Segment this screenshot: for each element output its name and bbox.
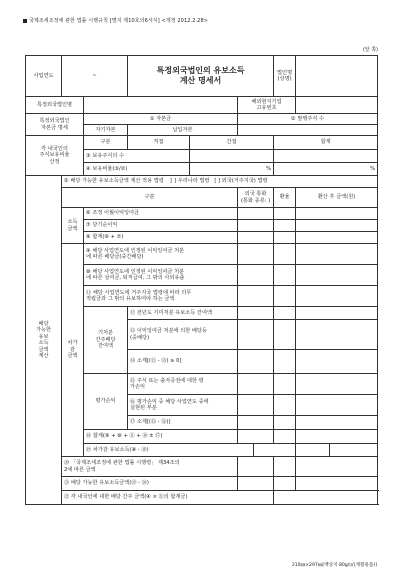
item-22-field[interactable] — [274, 491, 378, 505]
item-20-line2: 2에 따른 금액 — [64, 466, 96, 473]
item-12-label: ⑫ 전년도 기미처분 유보소득 잔여액 — [128, 307, 238, 320]
item-7-krw[interactable] — [296, 220, 378, 232]
item-19-foreign[interactable] — [254, 444, 296, 457]
item-14-krw[interactable] — [296, 350, 378, 374]
item-20-krw[interactable] — [296, 457, 378, 477]
item-17-krw[interactable] — [296, 416, 378, 430]
item-15-krw[interactable] — [296, 374, 378, 395]
item-12-krw[interactable] — [296, 307, 378, 320]
item-12-rate[interactable] — [274, 307, 296, 320]
shares-held-total-field[interactable] — [274, 150, 378, 163]
item-9-line2: 에 따른 배당금(중간배당) — [86, 254, 144, 260]
item-16-rate[interactable] — [274, 395, 296, 416]
issued-shares-label: ② 발행주식 수 — [238, 114, 378, 125]
item-8-krw[interactable] — [296, 232, 378, 244]
holding-ratio-indirect-pct[interactable]: % — [190, 163, 274, 176]
law-reference-header — [23, 17, 208, 24]
own-capital-label: 자기자본 — [84, 125, 128, 136]
item-20-rate[interactable] — [274, 457, 296, 477]
item-7-foreign[interactable] — [238, 220, 274, 232]
ownership-col-total: 합계 — [274, 136, 378, 150]
shares-held-label: ③ 보유주식의 수 — [84, 150, 190, 163]
item-18-rate[interactable] — [274, 430, 296, 444]
item-15-line1: ⑮ 주식 또는 출자증권에 대한 평 — [130, 377, 204, 384]
law-reference-text: 국제조세조정에 관한 법률 시행규칙 [별지 제10호의6서식] <개정 2012.2.28> — [29, 18, 209, 24]
item-6-foreign[interactable] — [238, 208, 274, 220]
capital-item-label: ① 자본금 — [84, 114, 238, 125]
item-17-rate[interactable] — [274, 416, 296, 430]
overseas-corp-id-label-line2: 고유번호 — [256, 105, 277, 111]
capital-label-line2: 자본금 명세 — [41, 124, 68, 131]
item-19-krw[interactable] — [330, 444, 378, 457]
calc-col-exchange-rate: 환율 — [274, 188, 296, 208]
item-10-label — [84, 265, 238, 286]
item-11-krw[interactable] — [296, 286, 378, 307]
ownership-ratio-label — [26, 136, 84, 176]
item-22-label: ㉒ 각 내국인에 대한 배당 간주 금액(④ × ㉑의 합계금) — [62, 491, 274, 505]
item-16-krw[interactable] — [296, 395, 378, 416]
foreign-currency-line1: 외국 통화 — [244, 191, 267, 197]
side-label-line: 소득 — [38, 340, 49, 346]
side-label-line: 배당 — [38, 320, 49, 327]
item-13-rate[interactable] — [274, 320, 296, 350]
item-14-foreign[interactable] — [238, 350, 274, 374]
item-8-rate[interactable] — [274, 232, 296, 244]
holding-ratio-label: ④ 보유비율(③/②) — [84, 163, 190, 176]
corp-name-label-line2: (상명) — [277, 76, 292, 82]
item-20-label — [62, 457, 238, 477]
side-label-line: 계산 — [38, 353, 49, 359]
item-15-foreign[interactable] — [238, 374, 274, 395]
item-8-label: ⑧ 합계(⑥ + ⑦) — [84, 232, 238, 244]
prior-group-line: 간주배당 — [95, 336, 116, 343]
item-9-rate[interactable] — [274, 244, 296, 265]
distributable-income-side-label — [26, 176, 62, 505]
item-15-label — [128, 374, 238, 395]
calc-col-foreign-currency — [238, 188, 274, 208]
applicable-law-row — [62, 176, 378, 188]
item-6-krw[interactable] — [296, 208, 378, 220]
item-9-krw[interactable] — [296, 244, 378, 265]
item-10-line2: 에 따른 상여금, 퇴직급여, 그 밖의 사외유출 — [86, 275, 185, 281]
form-title-line1: 특정외국법인의 유보소득 — [156, 66, 245, 75]
corp-name-field[interactable] — [296, 56, 378, 97]
ownership-label-line2: 주식보유비율 — [39, 152, 70, 159]
income-group-line: 소득 — [67, 219, 78, 225]
item-16-line1: ⑯ 평가손익 중 해당 사업연도 중에 — [130, 398, 209, 405]
item-10-foreign[interactable] — [238, 265, 274, 286]
retained-earnings-form-table — [25, 55, 378, 505]
korean-law-checkbox[interactable]: [ ] 우리나라 법령 — [170, 178, 210, 185]
item-9-label — [84, 244, 238, 265]
item-7-label: ⑦ 당기순이익 — [84, 220, 238, 232]
overseas-corp-id-label — [238, 97, 296, 114]
item-9-line1: ⑨ 해당 사업연도에 인정된 이익잉여금 처분 — [86, 247, 185, 254]
item-21-rate[interactable] — [274, 477, 296, 491]
item-13-line1: ⑬ 이익잉여금 처분에 의한 배당등 — [130, 328, 207, 334]
item-19-label: ⑲ 차가감 유보소득(⑧ - ⑱) — [84, 444, 254, 457]
applicable-law-label: ⑤ 배당 가능한 유보소득금액 계산 적용 법령 — [64, 178, 164, 185]
item-12-foreign[interactable] — [238, 307, 274, 320]
ownership-col-indirect: 간접 — [190, 136, 274, 150]
adjustment-group-label — [62, 244, 84, 457]
calc-col-krw: 환산 후 금액(원) — [296, 188, 378, 208]
form-title — [128, 56, 274, 97]
capital-label-line1: 특정외국법인 — [39, 118, 70, 124]
item-11-rate[interactable] — [274, 286, 296, 307]
page-side-label: (앞 쪽) — [362, 47, 378, 53]
item-11-line2: 적립금과 그 밖의 유보하여야 하는 금액 — [86, 296, 175, 302]
side-label-line: 유보 — [38, 333, 49, 340]
overseas-corp-id-label-line1: 해외현지기업 — [251, 98, 282, 105]
item-16-line2: 실현된 부분 — [130, 405, 157, 411]
adjust-label-line: 금액 — [67, 353, 78, 360]
calc-col-category: 구분 — [62, 188, 238, 208]
corp-name-label-line1: 법인명 — [277, 69, 293, 76]
business-year-label: 사업연도 — [26, 56, 62, 97]
shares-held-indirect-field[interactable] — [190, 150, 274, 163]
item-18-label: ⑱ 합계(⑨ + ⑩ + ⑪ + ⑭ ± ⑰) — [84, 430, 238, 444]
item-21-krw[interactable] — [296, 477, 378, 491]
adjust-label-line: 감 — [70, 346, 76, 353]
item-10-krw[interactable] — [296, 265, 378, 286]
side-label-line: 가능한 — [35, 327, 52, 333]
item-13-line2: (중배당) — [130, 334, 150, 341]
item-19-rate[interactable] — [296, 444, 330, 457]
holding-ratio-total-pct[interactable]: % — [274, 163, 378, 176]
prior-group-line: 잔여액 — [98, 343, 114, 350]
item-18-foreign[interactable] — [238, 430, 274, 444]
item-6-rate[interactable] — [274, 208, 296, 220]
item-17-foreign[interactable] — [238, 416, 274, 430]
ownership-col-direct: 직접 — [128, 136, 190, 150]
ownership-label-line3: 산정 — [49, 158, 60, 165]
foreign-corp-name-field[interactable] — [84, 97, 238, 114]
item-7-rate[interactable] — [274, 220, 296, 232]
item-9-foreign[interactable] — [238, 244, 274, 265]
paid-in-capital-label: 납입자본 — [128, 125, 238, 136]
item-16-label — [128, 395, 238, 416]
adjust-label-line: 차가 — [67, 340, 78, 347]
corp-name-label — [274, 56, 296, 97]
valuation-group-label: 평가손익 — [84, 374, 128, 430]
item-11-label — [84, 286, 238, 307]
item-14-label: ⑭ 소계[(⑫ - ⑬) ≥ 0] — [128, 350, 238, 374]
overseas-corp-id-field[interactable] — [296, 97, 378, 114]
business-year-value: ~ — [62, 56, 128, 97]
item-13-foreign[interactable] — [238, 320, 274, 350]
item-10-rate[interactable] — [274, 265, 296, 286]
income-group-line: 금액 — [67, 225, 78, 232]
square-bullet-icon — [23, 19, 27, 23]
side-label-line: 금액 — [38, 346, 49, 353]
income-group-label — [62, 208, 84, 244]
item-20-line1: ⑳ 「국제조세조정에 관한 법률 시행령」 제34조의 — [64, 460, 180, 466]
form-title-line2: 계산 명세서 — [179, 76, 222, 85]
item-10-line1: ⑩ 해당 사업연도에 인정된 이익잉여금 처분 — [86, 268, 185, 275]
item-13-krw[interactable] — [296, 320, 378, 350]
item-8-foreign[interactable] — [238, 232, 274, 244]
item-15-rate[interactable] — [274, 374, 296, 395]
ownership-label-line1: 각 내국인의 — [41, 145, 68, 152]
item-11-line1: ⑪ 해당 사업연도에 거주지국 법령에 따라 의무 — [86, 289, 192, 296]
item-20-foreign[interactable] — [238, 457, 274, 477]
item-13-label — [128, 320, 238, 350]
item-18-krw[interactable] — [296, 430, 378, 444]
foreign-corp-name-label: 특정외국법인명 — [26, 97, 84, 114]
item-21-foreign[interactable] — [238, 477, 274, 491]
issued-shares-field[interactable] — [238, 125, 378, 136]
item-17-label: ⑰ 소계[(⑮ - ⑯)] — [128, 416, 238, 430]
capital-statement-label — [26, 114, 84, 136]
item-6-label: ⑥ 조정 이월이익잉여금 — [84, 208, 238, 220]
ownership-col-category: 구분 — [84, 136, 128, 150]
item-16-foreign[interactable] — [238, 395, 274, 416]
prior-distribution-group-label — [84, 307, 128, 374]
item-11-foreign[interactable] — [238, 286, 274, 307]
item-15-line2: 가손익 — [130, 384, 146, 390]
prior-group-line: 기처분 — [98, 330, 114, 337]
foreign-law-checkbox[interactable]: [ ] 외국(거주지국) 법령 — [214, 178, 268, 185]
paper-spec-footer: 210㎜×297㎜[백상지 80g/㎡(재활용품)] — [291, 563, 377, 568]
foreign-currency-line2: (통화 종류: ) — [240, 197, 271, 204]
item-14-rate[interactable] — [274, 350, 296, 374]
item-21-label: ㉑ 배당 가능한 유보소득금액(⑲ - ⑳) — [62, 477, 238, 491]
